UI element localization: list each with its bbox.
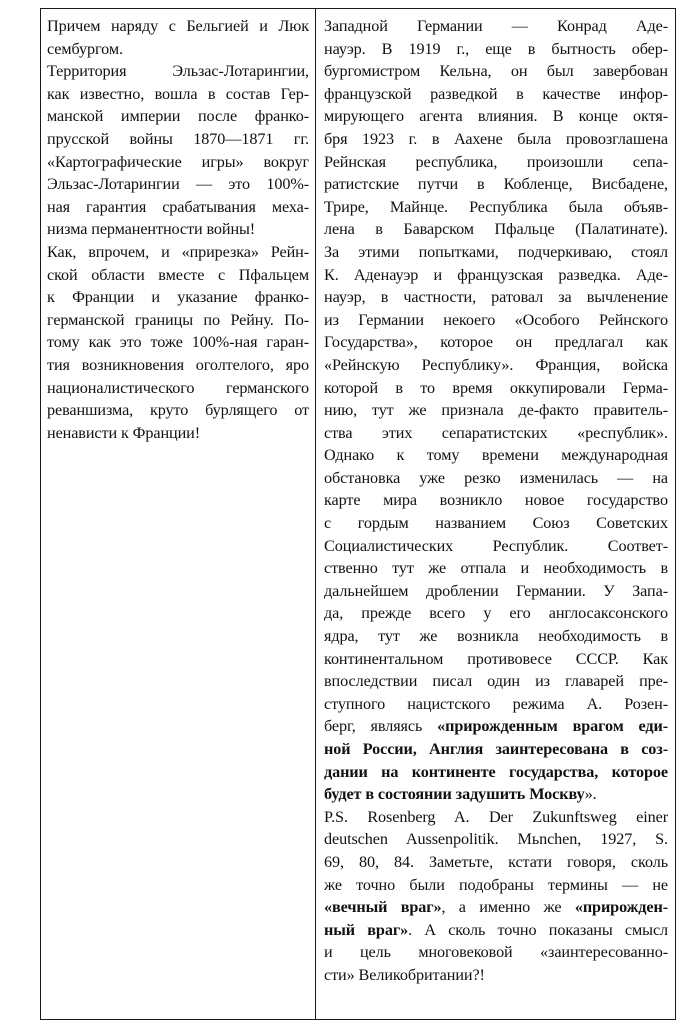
text-line: Причем наряду с Бельгией и Люк <box>47 17 309 35</box>
text-line: Социалистических Республик. Соответ- <box>324 536 668 555</box>
text-line: ственно тут же отпала и необходимость в <box>324 559 668 578</box>
emphasis-text: ный враг» <box>324 920 409 939</box>
text-line: Рейнская республика, произошли сепа- <box>324 152 668 171</box>
text-line <box>324 761 668 784</box>
emphasis-text: дании на континенте государства, которое <box>324 762 668 781</box>
text-line: «Картографические игры» вокруг <box>47 152 309 171</box>
text-line: Трире, Майнце. Республика была объяв- <box>324 197 668 216</box>
text-line: из Германии некоего «Особого Рейнского <box>324 310 668 329</box>
text-line: ная гарантия срабатывания меха- <box>47 197 309 216</box>
text-line <box>324 738 668 761</box>
document-page <box>40 8 676 1020</box>
text-line: Эльзас-Лотарингии — это 100%- <box>47 175 309 194</box>
text-line: которой в то время оккупировали Герма- <box>324 378 668 397</box>
text-line: впоследствии писал один из главарей пре- <box>324 672 668 691</box>
plain-text: . А сколь точно показаны смысл <box>408 920 668 939</box>
paragraph-alsace <box>47 60 309 241</box>
emphasis-text: «вечный враг» <box>324 898 442 917</box>
text-line: тия возникновения оголтелого, яро <box>47 355 309 374</box>
text-line: науэр, в частности, ратовал за вычленение <box>324 288 668 307</box>
text-line: За этими попытками, подчеркиваю, стоял <box>324 242 668 261</box>
paragraph-rhine <box>47 241 309 444</box>
text-line: Территория Эльзас-Лотарингии, <box>47 62 309 81</box>
paragraph-adenauer <box>324 15 668 987</box>
text-line: Государства», которое он предлагал как <box>324 333 668 352</box>
text-line: ядра, тут же возникла необходимость в <box>324 627 668 646</box>
text-line: науэр. В 1919 г., еще в бытность обер- <box>324 39 668 58</box>
emphasis-text: ной России, Англия заинтересована в соз- <box>324 740 668 758</box>
text-line <box>324 919 668 942</box>
text-line: националистического германского <box>47 378 309 397</box>
text-line: сембургом. <box>47 39 123 58</box>
left-column <box>41 9 316 1019</box>
text-line <box>324 783 668 806</box>
text-line: дальнейшем дроблении Германии. У Запа- <box>324 581 668 600</box>
text-line: ратистские путчи в Кобленце, Висбадене, <box>324 175 668 194</box>
text-line: реваншизма, круто бурлящего от <box>47 401 309 420</box>
text-line: и цель многовековой «заинтересованно- <box>324 943 668 962</box>
text-line: К. Аденауэр и французская разведка. Аде- <box>324 265 668 284</box>
text-line: ненависти к Франции! <box>47 423 200 442</box>
text-line: прусской войны 1870—1871 гг. <box>47 129 309 148</box>
text-line: тому как это тоже 100%-ная гаран- <box>47 333 309 352</box>
text-line: обстановка уже резко изменилась — на <box>324 468 668 487</box>
text-line: германской границы по Рейну. По- <box>47 310 309 329</box>
text-line: 69, 80, 84. Заметьте, кстати говоря, сколь <box>324 852 668 871</box>
text-line: мирующего агента влияния. В конце октя- <box>324 107 668 126</box>
plain-text: ». <box>584 785 597 804</box>
plain-text: берг, являясь <box>324 717 438 736</box>
text-line: как известно, вошла в состав Гер- <box>47 84 309 103</box>
text-line: континентальном противовесе СССР. Как <box>324 649 668 668</box>
text-line: же точно были подобраны термины — не <box>324 875 668 894</box>
text-line: ства этих сепаратистских «республик». <box>324 423 668 442</box>
text-line: бря 1923 г. в Аахене была провозглашена <box>324 129 668 148</box>
text-line: P.S. Rosenberg A. Der Zukunftsweg einer <box>324 807 668 826</box>
text-line: deutschen Aussenpolitik. Mьnchen, 1927, S. <box>324 830 668 849</box>
right-column <box>316 9 674 1019</box>
text-line: ской области вместе с Пфальцем <box>47 265 309 284</box>
text-line: к Франции и указание франко- <box>47 288 309 307</box>
text-line <box>324 715 668 738</box>
emphasis-text: «прирожденным врагом еди- <box>437 717 668 736</box>
text-line: Западной Германии — Конрад Аде- <box>324 17 668 35</box>
text-line: французской разведкой в качестве инфор- <box>324 84 668 103</box>
text-line <box>324 896 668 919</box>
text-line: с гордым названием Союз Советских <box>324 514 668 533</box>
emphasis-text: «прирожден- <box>574 898 668 917</box>
text-line: низма перманентности войны! <box>47 220 256 239</box>
plain-text: , а именно же <box>441 898 575 917</box>
text-line: Как, впрочем, и «прирезка» Рейн- <box>47 242 309 261</box>
text-line: да, прежде всего у его англосаксонского <box>324 604 668 623</box>
text-line: манской империи после франко- <box>47 107 309 126</box>
text-line: нию, тут же признала де-факто правитель- <box>324 401 668 420</box>
text-line: лена в Баварском Пфальце (Палатинате). <box>324 220 668 239</box>
text-line: «Рейнскую Республику». Франция, войска <box>324 355 668 374</box>
text-line: карте мира возникло новое государство <box>324 491 668 510</box>
text-line: Однако к тому времени международная <box>324 446 668 465</box>
emphasis-text: будет в состоянии задушить Москву <box>324 785 585 804</box>
paragraph-intro <box>47 15 309 60</box>
text-line: ступного нацистского режима А. Розен- <box>324 694 668 713</box>
text-line: сти» Великобритании?! <box>324 965 485 984</box>
text-line: бургомистром Кельна, он был завербован <box>324 62 668 81</box>
